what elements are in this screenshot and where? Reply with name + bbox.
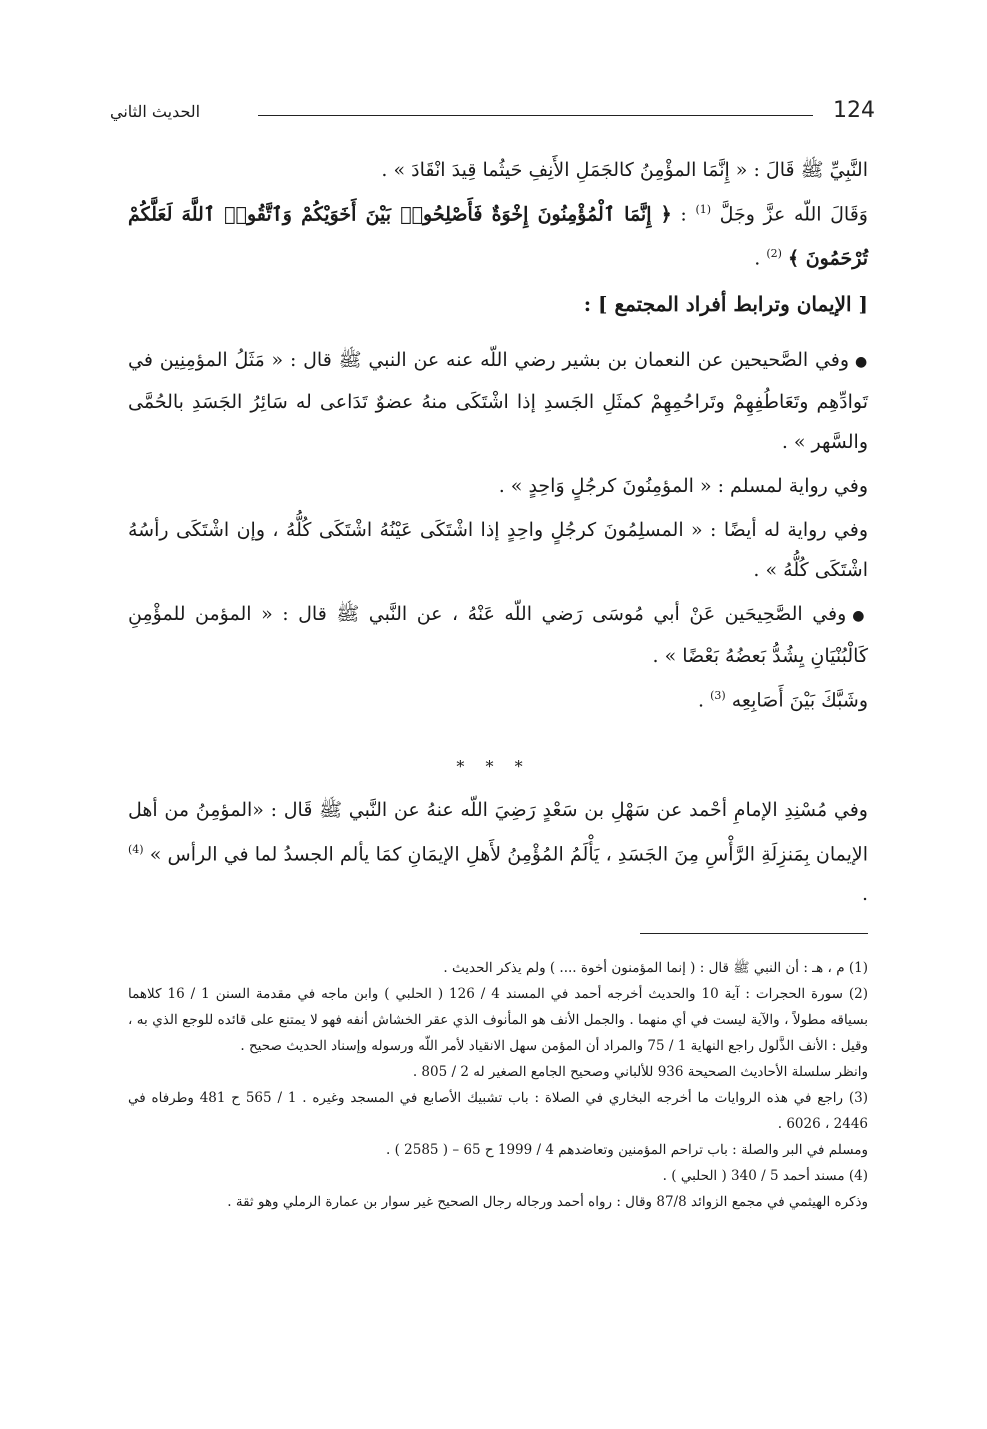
hadith-paragraph-4 xyxy=(128,594,868,676)
footnote-line: وانظر سلسلة الأحاديث الصحيحة 936 للألباني وصحيح الجامع الصغير له 2 / 805 . xyxy=(412,1064,868,1080)
footnote-ref-3: (3) xyxy=(710,689,726,702)
footnotes xyxy=(128,955,868,1215)
header-rule xyxy=(258,115,813,116)
footnote-ref-4: (4) xyxy=(128,843,144,856)
quran-verse: ﴿ إِنَّمَا ٱلْمُؤْمِنُونَ إِخْوَةٌ فَأَصْلِحُوا۟ بَيْنَ أَخَوَيْكُمْ وَٱتَّقُوا۟ ٱللَّهَ لَعَلَّكُمْ تُرْحَمُونَ ﴾ xyxy=(128,203,868,270)
section-separator: * * * xyxy=(456,757,531,776)
musnad-block xyxy=(128,790,868,914)
hadith-paragraph-1 xyxy=(128,340,868,462)
footnote-line: (2) سورة الحجرات : آية 10 والحديث أخرجه أحمد في المسند 4 / 126 ( الحلبي ) وابن ماجه في مقدمة السنن 1 / 16 كلاهما بسياقه مطولاً ، والآية ليست في أي منهما . والجمل الأنف هو المأنوف الذي عقر الخشاش أنفه فهو لا يمتنع على قائده للوجع الذي به ، وقيل : الأنف الذَّلول راجع النهاية 1 / 75 والمراد أن المؤمن سهل الانقياد لأمر اللّه ورسوله وإسناد الحديث صحيح . xyxy=(128,986,868,1054)
footnote-line: (4) مسند أحمد 5 / 340 ( الحلبي ) . xyxy=(662,1168,868,1184)
hadith-block xyxy=(128,340,868,720)
bullet-icon: ● xyxy=(852,608,868,624)
hadith-continuation: النَّبِيِّ ﷺ قَالَ : « إِنَّمَا المؤْمِنُ كالجَمَلِ الأَنِفِ حَيثُما قِيدَ انْقَادَ » . xyxy=(381,159,868,181)
footnote-line: وذكره الهيثمي في مجمع الزوائد 87/8 وقال : رواه أحمد ورجاله رجال الصحيح غير سوار بن عمارة الرملي وهو ثقة . xyxy=(227,1194,868,1210)
opening-block xyxy=(128,150,868,279)
hadith-text-5: وشَبَّكَ بَيْنَ أَصَابِعِه xyxy=(731,689,868,712)
hadith-text-1: وفي الصَّحيحين عن النعمان بن بشير رضي اللّه عنه عن النبي ﷺ قال : « مَثَلُ المؤمِنِين في تَوادِّهِم وتَعَاطُفِهِمْ وتَراحُمِهِمْ كمثَلِ الجَسدِ إذا اشْتَكَى منهُ عضوٌ تَدَاعى له سَائِرُ الجَسَدِ بالحُمَّى والسَّهر » . xyxy=(128,349,868,453)
hadith-paragraph-5: وشَبَّكَ بَيْنَ أَصَابِعِه $^{(3)}$ . xyxy=(698,689,868,712)
hadith-paragraph-2: وفي رواية لمسلم : « المؤمِنُونَ كرجُلٍ وَاحِدٍ » . xyxy=(498,475,868,497)
hadith-text-4: وفي الصَّحِيحَين عَنْ أبي مُوسَى رَضي اللّه عَنْهُ ، عن النَّبي ﷺ قال : « المؤمن للمؤْمِنِ كَالْبُنْيَانِ يِشُدُّ بَعضُهُ بَعْضًا » . xyxy=(128,603,868,667)
footnote-line: ومسلم في البر والصلة : باب تراحم المؤمنين وتعاضدهم 4 / 1999 ح 65 – ( 2585 ) . xyxy=(386,1142,868,1158)
page-header xyxy=(110,96,875,130)
page-number: 124 xyxy=(833,98,875,123)
footnote-line: (1) م ، هـ : أن النبي ﷺ قال : ( إنما المؤمنون أخوة .... ) ولم يذكر الحديث . xyxy=(443,960,868,976)
citation-intro: وَقَالَ اللّه عزَّ وجَلَّ xyxy=(719,203,868,226)
musnad-paragraph: وفي مُسْنِدِ الإمامِ أحْمد عن سَهْلِ بن سَعْدٍ رَضِيَ اللّه عنهُ عن النَّبي ﷺ قَال : «المؤمِنُ من أهل الإيمان بِمَنزِلَةِ الرَّأْسِ مِنَ الجَسَدِ ، يَأْلَمُ المُؤْمِنُ لأَهلِ الإيمَانِ كمَا يألم الجسدُ لما في الرأس » $^{(4)}$ . xyxy=(128,799,868,906)
musnad-text: وفي مُسْنِدِ الإمامِ أحْمد عن سَهْلِ بن سَعْدٍ رَضِيَ اللّه عنهُ عن النَّبي ﷺ قَال : «المؤمِنُ من أهل الإيمان بِمَنزِلَةِ الرَّأْسِ مِنَ الجَسَدِ ، يَأْلَمُ المُؤْمِنُ لأَهلِ الإيمَانِ كمَا يألم الجسدُ لما في الرأس » xyxy=(128,799,868,866)
footnote-divider xyxy=(640,933,868,934)
footnote-ref-1: (1) xyxy=(695,203,712,216)
footnote-ref-2: (2) xyxy=(766,247,782,261)
bullet-icon: ● xyxy=(855,354,869,370)
section-heading: [ الإيمان وترابط أفراد المجتمع ] : xyxy=(583,292,868,316)
running-title: الحديث الثاني xyxy=(110,102,201,121)
hadith-paragraph-3: وفي رواية له أيضًا : « المسلِمُونَ كرجُلٍ واحِدٍ إذا اشْتَكَى عَيْنُهُ اشْتَكَى كُلُّهُ ، وإن اشْتَكَى رأسُهُ اشْتَكَى كُلُّهُ » . xyxy=(128,519,868,581)
quran-citation: وَقَالَ اللّه عزَّ وجَلَّ $^{(1)}$ : ﴿ إِنَّمَا ٱلْمُؤْمِنُونَ إِخْوَةٌ فَأَصْلِحُوا۟ بَيْنَ أَخَوَيْكُمْ وَٱتَّقُوا۟ ٱللَّهَ لَعَلَّكُمْ تُرْحَمُونَ ﴾ $^{(2)}$ . xyxy=(128,203,868,270)
footnote-line: (3) راجع في هذه الروايات ما أخرجه البخاري في الصلاة : باب تشبيك الأصابع في المسجد وغيره . 1 / 565 ح 481 وطرفاه في 2446 ، 6026 . xyxy=(128,1090,869,1132)
